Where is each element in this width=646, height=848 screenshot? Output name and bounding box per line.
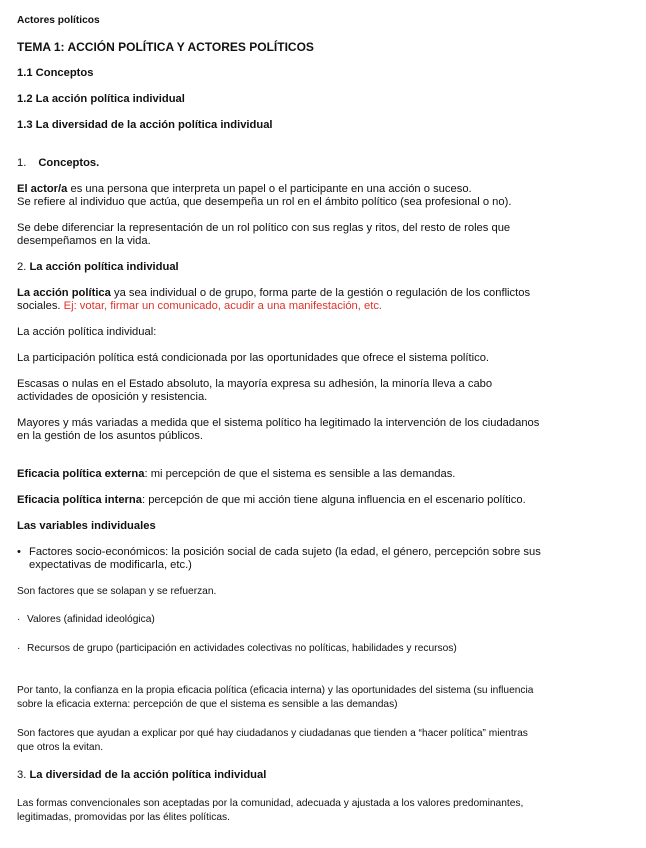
factors-paragraph-line-2: que otros la evitan. [17,742,104,753]
internal-efficacy-term: Eficacia política interna [17,494,142,506]
section3-heading [17,769,266,782]
toc-item-1: 1.1 Conceptos [17,67,94,79]
bullet-item-1-line-2: expectativas de modificarla, etc.) [29,559,192,571]
section2-paragraph-4-line-2: actividades de oposición y resistencia. [17,391,208,403]
toc-heading: TEMA 1: ACCIÓN POLÍTICA Y ACTORES POLÍTICOS [17,40,314,54]
toc-item-2: 1.2 La acción política individual [17,93,185,105]
bullet-icon: • [17,546,21,558]
internal-efficacy-definition: : percepción de que mi acción tiene alguna influencia en el escenario político. [141,494,526,506]
small-bullet-icon: · [17,643,21,654]
section1-paragraph-1 [17,183,472,196]
external-efficacy-paragraph [17,468,455,481]
actor-term: El actor/a [17,183,68,195]
external-efficacy-definition: : mi percepción de que el sistema es sensible a las demandas. [144,468,456,480]
section1-paragraph-2-line-1: Se debe diferenciar la representación de un rol político con sus reglas y ritos, del resto de roles que [17,222,511,234]
section2-paragraph-1 [17,287,530,300]
section2-paragraph-2: La acción política individual: [17,326,157,338]
section2-paragraph-4-line-1: Escasas o nulas en el Estado absoluto, la mayoría expresa su adhesión, la minoría lleva a cabo [17,378,493,390]
bullet-item-3 [17,642,457,655]
bullet-item-1 [17,546,541,559]
political-action-definition: ya sea individual o de grupo, forma parte de la gestión o regulación de los conflictos [110,287,531,299]
toc-item-3: 1.3 La diversidad de la acción política individual [17,119,273,131]
confidence-paragraph-line-2: sobre la eficacia externa: percepción de que el sistema es sensible a las demandas) [17,699,398,710]
bullet-item-1-line-1: Factores socio-económicos: la posición social de cada sujeto (la edad, el género, percepción sobre sus [29,546,541,558]
section3-paragraph-line-1: Las formas convencionales son aceptadas por la comunidad, adecuada y ajustada a los valores predominantes, [17,798,524,809]
bullet-item-2 [17,613,155,626]
section1-title: Conceptos. [38,157,100,169]
section2-paragraph-5-line-2: en la gestión de los asuntos públicos. [17,430,203,442]
social-word: sociales. [17,300,61,312]
political-action-term: La acción política [17,287,111,299]
section2-number: 2. [17,261,27,273]
section2-heading [17,261,179,274]
section3-title: La diversidad de la acción política individual [29,769,267,781]
internal-efficacy-paragraph [17,494,526,507]
document-header-title: Actores políticos [17,15,100,26]
confidence-paragraph-line-1: Por tanto, la confianza en la propia eficacia política (eficacia interna) y las oportunidades del sistema (su influencia [17,685,534,696]
section1-paragraph-2-line-2: desempeñamos en la vida. [17,235,151,247]
section2-paragraph-5-line-1: Mayores y más variadas a medida que el sistema político ha legitimado la intervención de los ciudadanos [17,417,540,429]
small-bullet-icon: · [17,614,21,625]
section2-paragraph-3: La participación política está condicionada por las oportunidades que ofrece el sistema político. [17,352,490,364]
section1-heading [17,157,99,170]
section2-paragraph-1-line-2 [17,300,382,313]
section1-number: 1. [17,157,27,169]
section3-paragraph-line-2: legitimadas, promovidas por las élites políticas. [17,812,230,823]
actor-definition: es una persona que interpreta un papel o el participante en una acción o suceso. [67,183,472,195]
section2-title: La acción política individual [29,261,179,273]
factors-paragraph-line-1: Son factores que ayudan a explicar por qué hay ciudadanos y ciudadanas que tienden a “hacer política” mientras [17,728,528,739]
section1-paragraph-1-line-2: Se refiere al individuo que actúa, que desempeña un rol en el ámbito político (sea profesional o no). [17,196,512,208]
bullet-item-3-text: Recursos de grupo (participación en actividades colectivas no políticas, habilidades y recursos) [27,643,457,654]
variables-heading: Las variables individuales [17,520,156,532]
bullet-item-2-text: Valores (afinidad ideológica) [27,614,155,625]
external-efficacy-term: Eficacia política externa [17,468,145,480]
overlap-note: Son factores que se solapan y se refuerzan. [17,586,217,597]
example-text: Ej: votar, firmar un comunicado, acudir a una manifestación, etc. [60,300,383,312]
section3-number: 3. [17,769,27,781]
